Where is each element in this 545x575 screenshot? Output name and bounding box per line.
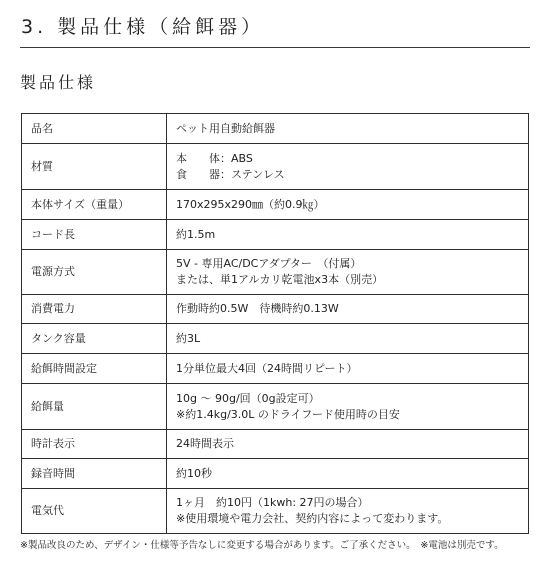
spec-value [167, 459, 529, 489]
spec-label: 本体サイズ（重量） [22, 190, 167, 220]
spec-row-recording-time [22, 459, 529, 489]
spec-value-line: 24時間表示 [176, 437, 234, 450]
spec-label: 消費電力 [22, 295, 167, 324]
spec-value [167, 144, 529, 190]
spec-label: コード長 [22, 220, 167, 250]
spec-row-material [22, 144, 529, 190]
spec-value [167, 250, 529, 295]
sub-section-title: 製品仕様 [20, 73, 97, 92]
section-title: 3. 製品仕様（給餌器） [21, 16, 265, 38]
spec-row-body-size [22, 190, 529, 220]
spec-row-power-source [22, 250, 529, 295]
spec-value-line: 本 体：ABS [176, 151, 253, 165]
spec-value-line: 10g 〜 90g/回（0g設定可） [176, 391, 320, 405]
spec-label: タンク容量 [22, 324, 167, 354]
spec-row-feeding-schedule [22, 354, 529, 384]
spec-label: 給餌時間設定 [22, 354, 167, 384]
spec-value [167, 324, 529, 354]
spec-value [167, 489, 529, 534]
spec-value-line: 1ヶ月 約10円（1kwh: 27円の場合） [176, 496, 369, 509]
spec-label: 録音時間 [22, 459, 167, 489]
spec-value [167, 354, 529, 384]
title-divider [20, 47, 530, 48]
spec-label: 材質 [22, 144, 167, 190]
spec-row-cord-length [22, 220, 529, 250]
spec-value [167, 384, 529, 430]
spec-value-line: 約1.5m [176, 227, 216, 241]
spec-label: 給餌量 [22, 384, 167, 430]
spec-row-electricity-cost [22, 489, 529, 534]
spec-label: 電気代 [22, 489, 167, 534]
spec-value-line: または、単1アルカリ乾電池x3本（別売） [176, 273, 384, 286]
spec-row-tank-capacity [22, 324, 529, 354]
spec-row-feeding-amount [22, 384, 529, 430]
spec-value [167, 430, 529, 459]
spec-row-clock-display [22, 430, 529, 459]
spec-value [167, 114, 529, 144]
spec-value-line: ※約1.4kg/3.0L のドライフード使用時の目安 [176, 407, 400, 421]
spec-value-line: ペット用自動給餌器 [176, 121, 275, 135]
spec-value [167, 190, 529, 220]
footnote: ※製品改良のため、デザイン・仕様等予告なしに変更する場合があります。ご了承ください。 ※電池は別売です。 [20, 540, 504, 551]
spec-label: 品名 [22, 114, 167, 144]
spec-label: 電源方式 [22, 250, 167, 295]
spec-value [167, 220, 529, 250]
spec-value-line: 1分単位最大4回（24時間リピート） [176, 361, 358, 375]
spec-value-line: 作動時約0.5W 待機時約0.13W [176, 302, 339, 315]
spec-value-line: 170x295x290㎜（約0.9㎏） [176, 197, 325, 211]
spec-value-line: 約10秒 [176, 466, 212, 480]
spec-value-line: 5V - 専用AC/DCアダプター （付属） [176, 257, 362, 270]
spec-value-line: 食 器：ステンレス [176, 167, 285, 181]
spec-value-line: ※使用環境や電力会社、契約内容によって変わります。 [176, 512, 449, 525]
spec-row-power-consumption [22, 295, 529, 324]
spec-value-line: 約3L [176, 331, 201, 345]
spec-table [21, 113, 529, 534]
spec-row-product-name [22, 114, 529, 144]
spec-value [167, 295, 529, 324]
spec-label: 時計表示 [22, 430, 167, 459]
